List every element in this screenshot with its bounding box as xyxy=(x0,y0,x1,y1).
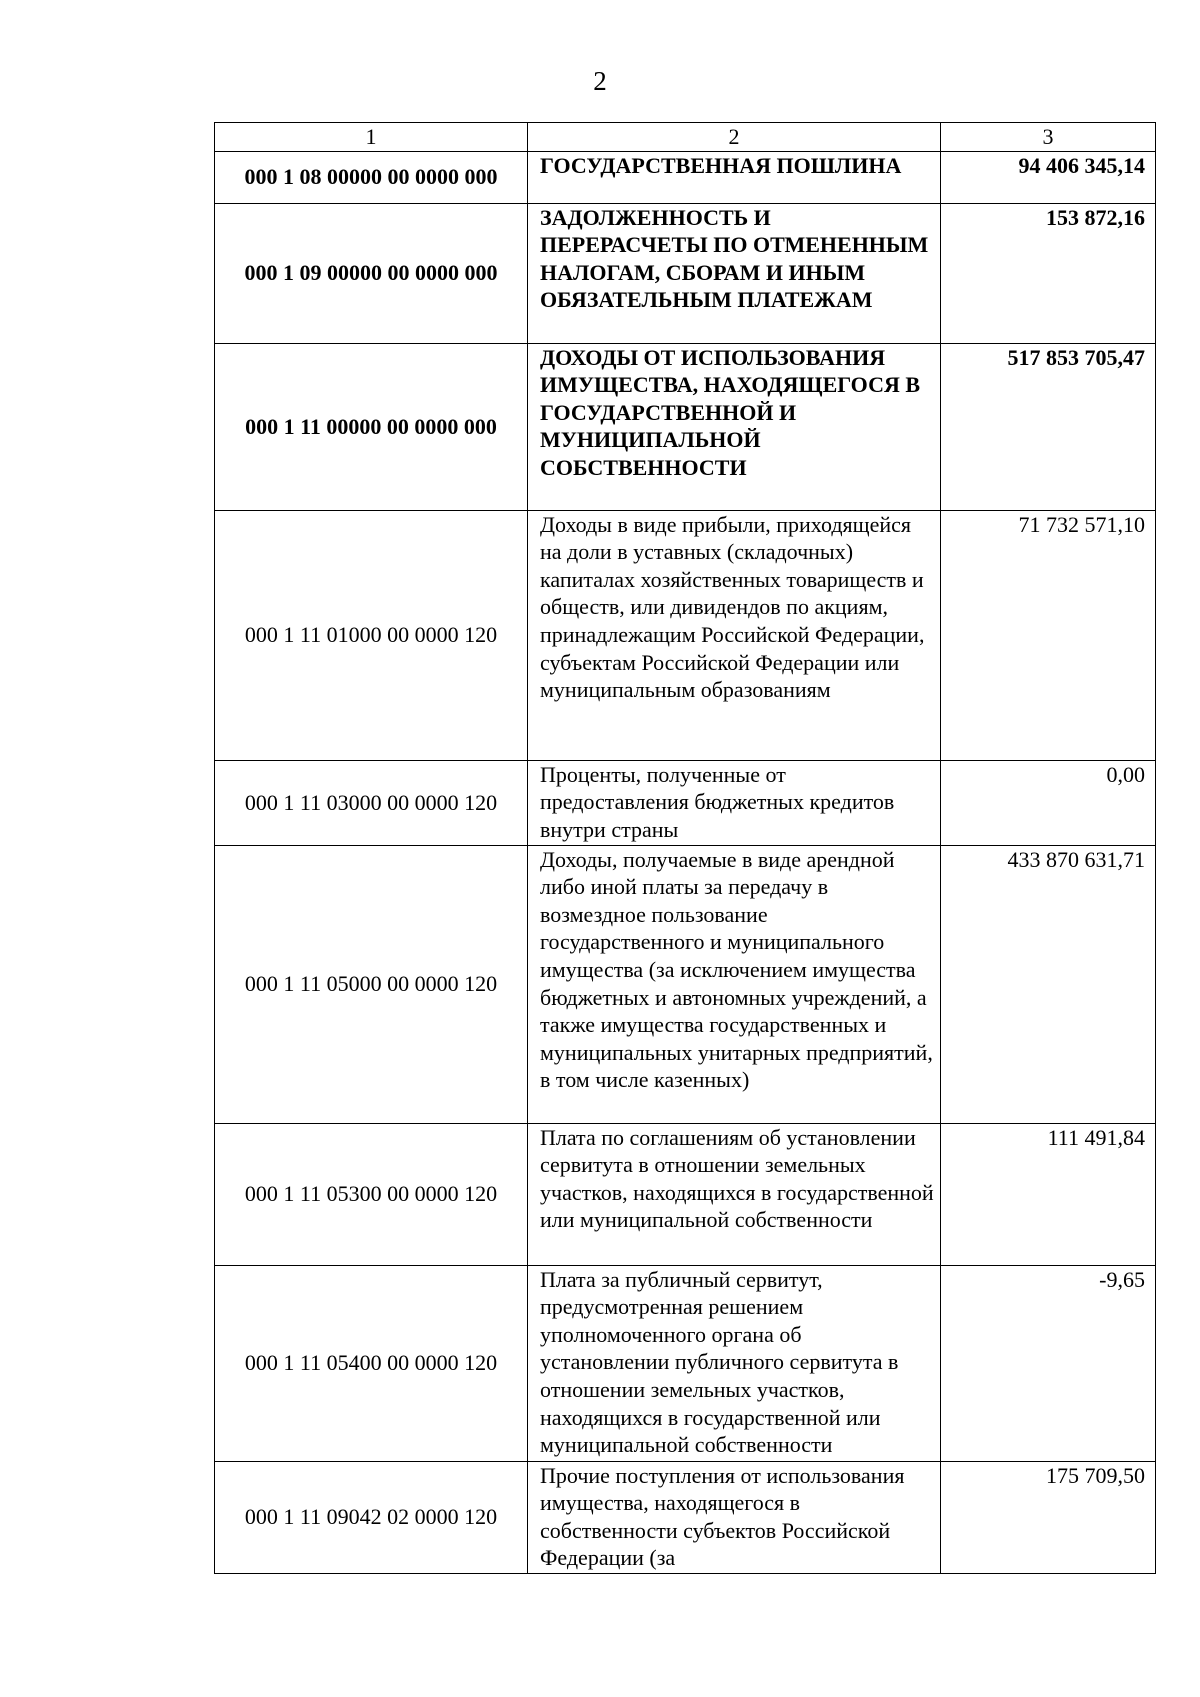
table-row xyxy=(215,151,1156,203)
row-code: 000 1 11 01000 00 0000 120 xyxy=(215,510,528,760)
row-amount: 153 872,16 xyxy=(941,203,1156,343)
row-name: ДОХОДЫ ОТ ИСПОЛЬЗОВАНИЯ ИМУЩЕСТВА, НАХОДЯЩЕГОСЯ В ГОСУДАРСТВЕННОЙ И МУНИЦИПАЛЬНОЙ СОБСТВЕННОСТИ xyxy=(528,343,941,510)
row-code: 000 1 11 00000 00 0000 000 xyxy=(215,343,528,510)
row-amount: 94 406 345,14 xyxy=(941,151,1156,203)
row-code: 000 1 11 09042 02 0000 120 xyxy=(215,1461,528,1573)
row-amount: 517 853 705,47 xyxy=(941,343,1156,510)
column-number-row xyxy=(215,123,1156,152)
table-row xyxy=(215,760,1156,845)
row-name: Доходы, получаемые в виде арендной либо иной платы за передачу в возмездное пользование государственного и муниципального имущества (за исключением имущества бюджетных и автономных учреждений, а также имущества государственных и муниципальных унитарных предприятий, в том числе казенных) xyxy=(528,845,941,1123)
row-code: 000 1 11 03000 00 0000 120 xyxy=(215,760,528,845)
table-row xyxy=(215,845,1156,1123)
row-name: Проценты, полученные от предоставления бюджетных кредитов внутри страны xyxy=(528,760,941,845)
row-amount: 111 491,84 xyxy=(941,1123,1156,1265)
table-row xyxy=(215,1123,1156,1265)
row-code: 000 1 08 00000 00 0000 000 xyxy=(215,151,528,203)
row-amount: 0,00 xyxy=(941,760,1156,845)
row-name: ГОСУДАРСТВЕННАЯ ПОШЛИНА xyxy=(528,151,941,203)
row-code: 000 1 11 05000 00 0000 120 xyxy=(215,845,528,1123)
page-number: 2 xyxy=(593,66,607,96)
row-amount: 433 870 631,71 xyxy=(941,845,1156,1123)
table-row xyxy=(215,343,1156,510)
row-amount: 71 732 571,10 xyxy=(941,510,1156,760)
row-amount: 175 709,50 xyxy=(941,1461,1156,1573)
column-header-amount: 3 xyxy=(941,123,1156,152)
table-row xyxy=(215,1265,1156,1461)
table-row xyxy=(215,1461,1156,1573)
row-name: Прочие поступления от использования имущества, находящегося в собственности субъектов Российской Федерации (за xyxy=(528,1461,941,1573)
row-amount: -9,65 xyxy=(941,1265,1156,1461)
table-row xyxy=(215,510,1156,760)
revenue-table xyxy=(214,122,1156,1574)
row-code: 000 1 09 00000 00 0000 000 xyxy=(215,203,528,343)
row-name: Плата за публичный сервитут, предусмотренная решением уполномоченного органа об установлении публичного сервитута в отношении земельных участков, находящихся в государственной или муниципальной собственности xyxy=(528,1265,941,1461)
row-code: 000 1 11 05400 00 0000 120 xyxy=(215,1265,528,1461)
row-name: ЗАДОЛЖЕННОСТЬ И ПЕРЕРАСЧЕТЫ ПО ОТМЕНЕННЫМ НАЛОГАМ, СБОРАМ И ИНЫМ ОБЯЗАТЕЛЬНЫМ ПЛАТЕЖАМ xyxy=(528,203,941,343)
column-header-name: 2 xyxy=(528,123,941,152)
column-header-code: 1 xyxy=(215,123,528,152)
table-row xyxy=(215,203,1156,343)
row-name: Доходы в виде прибыли, приходящейся на доли в уставных (складочных) капиталах хозяйственных товариществ и обществ, или дивидендов по акциям, принадлежащим Российской Федерации, субъектам Российской Федерации или муниципальным образованиям xyxy=(528,510,941,760)
row-code: 000 1 11 05300 00 0000 120 xyxy=(215,1123,528,1265)
row-name: Плата по соглашениям об установлении сервитута в отношении земельных участков, находящихся в государственной или муниципальной собственности xyxy=(528,1123,941,1265)
